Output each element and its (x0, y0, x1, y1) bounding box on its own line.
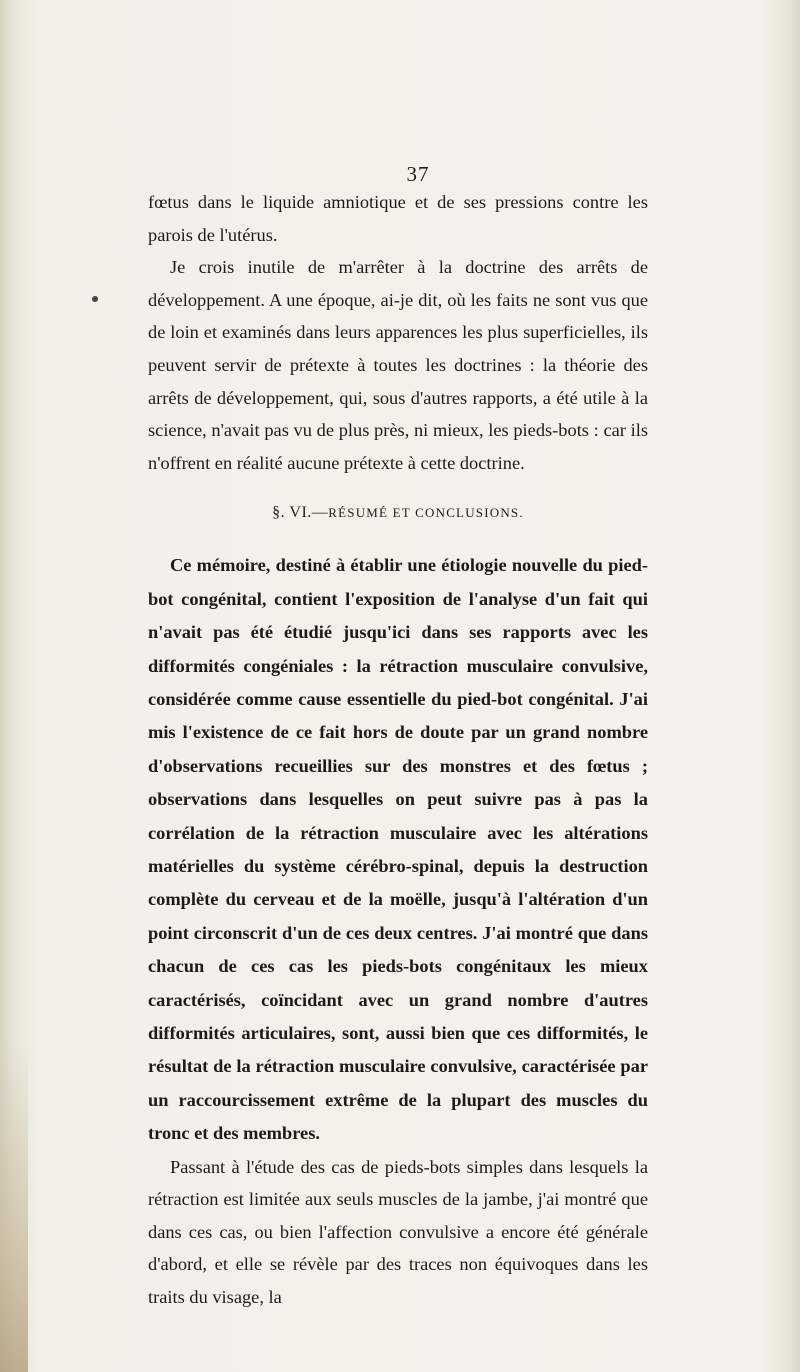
section-heading (148, 501, 648, 525)
paragraph-memoire: Ce mémoire, destiné à établir une étiologie nouvelle du pied-bot congénital, contient l'exposition de l'analyse d'un fait qui n'avait pas été étudié jusqu'ici dans ses rapports avec les difformités congéniales : la rétraction musculaire convulsive, considérée comme cause essentielle du pied-bot congénital. J'ai mis l'existence de ce fait hors de doute par un grand nombre d'observations recueillies sur des monstres et des fœtus ; observations dans lesquelles on peut suivre pas à pas la corrélation de la rétraction musculaire avec les altérations matérielles du système cérébro-spinal, depuis la destruction complète du cerveau et de la moëlle, jusqu'à l'altération d'un point circonscrit d'un de ces deux centres. J'ai montré que dans chacun de ces cas les pieds-bots congénitaux les mieux caractérisés, coïncidant avec un grand nombre d'autres difformités articulaires, sont, aussi bien que ces difformités, le résultat de la rétraction musculaire convulsive, caractérisée par un raccourcissement extrême de la plupart des muscles du tronc et des membres. (148, 555, 648, 1144)
section-title: RÉSUMÉ ET CONCLUSIONS. (328, 505, 524, 521)
paragraph-arrets-developpement: Je crois inutile de m'arrêter à la doctrine des arrêts de développement. A une époque, ai-je dit, où les faits ne sont vus que de loin et examinés dans leurs apparences les plus superficielles, ils peuvent servir de prétexte à toutes les doctrines : la théorie des arrêts de développement, qui, sous d'autres rapports, a été utile à la science, n'avait pas vu de plus près, ni mieux, les pieds-bots : car ils n'offrent en réalité aucune prétexte à cette doctrine. (148, 257, 648, 473)
body-text (148, 186, 648, 1314)
paragraph-continuation: fœtus dans le liquide amniotique et de ses pressions contre les parois de l'utérus. (148, 192, 648, 245)
paragraph-pieds-bots-simples: Passant à l'étude des cas de pieds-bots simples dans lesquels la rétraction est limitée aux seuls muscles de la jambe, j'ai montré que dans ces cas, ou bien l'affection convulsive a encore été générale d'abord, et elle se révèle par des traces non équivoques dans les traits du visage, la (148, 1156, 648, 1308)
page-edge-stain (0, 1042, 28, 1372)
section-number: §. VI.— (272, 504, 329, 522)
margin-mark (92, 296, 98, 302)
page-number: 37 (406, 162, 430, 186)
